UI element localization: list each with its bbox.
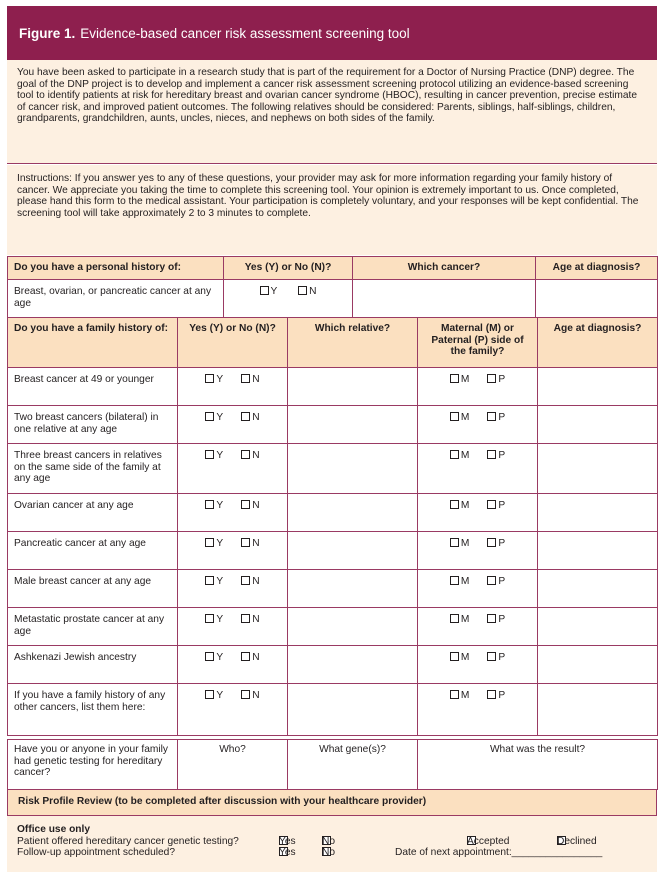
family-yes-no-cell [178, 684, 288, 736]
checkbox-icon [241, 614, 250, 623]
checkbox-icon [241, 652, 250, 661]
personal-which-cancer-field[interactable] [353, 280, 536, 318]
maternal-checkbox[interactable]: M [450, 652, 470, 664]
checkbox-icon [205, 614, 214, 623]
paternal-checkbox[interactable]: P [487, 374, 505, 386]
intro-panel [7, 60, 657, 164]
personal-question: Breast, ovarian, or pancreatic cancer at any age [8, 280, 224, 318]
paternal-checkbox[interactable]: P [487, 450, 505, 462]
family-side-cell [418, 368, 538, 406]
checkbox-icon [241, 412, 250, 421]
family-side-cell [418, 406, 538, 444]
checkbox-icon [260, 286, 269, 295]
family-side-cell [418, 608, 538, 646]
family-age-field[interactable] [538, 444, 658, 494]
figure-label: Figure 1. [19, 25, 76, 41]
family-no-checkbox[interactable]: N [241, 412, 259, 424]
instructions-panel [7, 165, 657, 255]
family-relative-field[interactable] [288, 406, 418, 444]
family-no-checkbox[interactable]: N [241, 374, 259, 386]
family-relative-field[interactable] [288, 570, 418, 608]
family-relative-field[interactable] [288, 608, 418, 646]
family-history-table [7, 317, 658, 736]
checkbox-icon [487, 690, 496, 699]
checkbox-icon [450, 614, 459, 623]
checkbox-icon [241, 538, 250, 547]
family-yes-checkbox[interactable]: Y [205, 576, 223, 588]
office-line-followup: Follow-up appointment scheduled? Yes No Date of next appointment:________________ [17, 847, 603, 858]
genetic-testing-row [8, 740, 658, 790]
genetic-who-field[interactable]: Who? [178, 740, 288, 790]
family-history-row [8, 444, 658, 494]
family-no-checkbox[interactable]: N [241, 576, 259, 588]
family-yes-no-cell [178, 406, 288, 444]
checkbox-icon [205, 412, 214, 421]
family-col-question: Do you have a family history of: [8, 318, 178, 368]
family-col-relative: Which relative? [288, 318, 418, 368]
family-age-field[interactable] [538, 684, 658, 736]
intro-text: You have been asked to participate in a research study that is part of the requirement for a Doctor of Nursing Practice (DNP) degree. The goal of the DNP project is to develop and implement a cancer risk assessment screening protocol utilizing an evidence-based screening tool to identify patients at risk for hereditary breast and ovarian cancer syndrome (HBOC), resulting in cancer prevention, precise estimate of cancer risk, and improved patient outcomes. The following relatives should be considered: Parents, siblings, half-siblings, children, grandparents, grandchildren, aunts, uncles, nieces, and nephews on both sides of the family. [17, 67, 638, 125]
family-side-cell [418, 684, 538, 736]
family-relative-field[interactable] [288, 444, 418, 494]
family-yes-no-cell [178, 646, 288, 684]
checkbox-icon [487, 500, 496, 509]
family-yes-checkbox[interactable]: Y [205, 374, 223, 386]
family-side-cell [418, 444, 538, 494]
family-relative-field[interactable] [288, 494, 418, 532]
family-yes-no-cell [178, 532, 288, 570]
family-history-row [8, 368, 658, 406]
checkbox-icon [450, 450, 459, 459]
checkbox-icon [205, 538, 214, 547]
checkbox-icon [241, 690, 250, 699]
family-no-checkbox[interactable]: N [241, 652, 259, 664]
family-age-field[interactable] [538, 368, 658, 406]
checkbox-icon [450, 500, 459, 509]
family-age-field[interactable] [538, 646, 658, 684]
personal-no-checkbox[interactable]: N [298, 286, 316, 298]
family-question: Breast cancer at 49 or younger [8, 368, 178, 406]
maternal-checkbox[interactable]: M [450, 614, 470, 626]
family-question: Three breast cancers in relatives on the same side of the family at any age [8, 444, 178, 494]
family-history-row [8, 684, 658, 736]
family-question: Pancreatic cancer at any age [8, 532, 178, 570]
family-question: Male breast cancer at any age [8, 570, 178, 608]
checkbox-icon [450, 690, 459, 699]
maternal-checkbox[interactable]: M [450, 690, 470, 702]
family-yes-no-cell [178, 570, 288, 608]
family-side-cell [418, 646, 538, 684]
checkbox-icon [205, 652, 214, 661]
personal-yes-no-cell [224, 280, 353, 318]
risk-profile-review-heading: Risk Profile Review (to be completed after discussion with your healthcare provider) [7, 789, 657, 816]
family-side-cell [418, 570, 538, 608]
family-age-field[interactable] [538, 406, 658, 444]
personal-col-which-cancer: Which cancer? [353, 257, 536, 280]
family-age-field[interactable] [538, 570, 658, 608]
family-question: Ashkenazi Jewish ancestry [8, 646, 178, 684]
checkbox-icon [205, 690, 214, 699]
family-col-yes-no: Yes (Y) or No (N)? [178, 318, 288, 368]
family-side-cell [418, 532, 538, 570]
maternal-checkbox[interactable]: M [450, 374, 470, 386]
personal-yes-checkbox[interactable]: Y [260, 286, 278, 298]
family-yes-no-cell [178, 494, 288, 532]
genetic-testing-table [7, 739, 658, 790]
maternal-checkbox[interactable]: M [450, 412, 470, 424]
checkbox-icon [205, 450, 214, 459]
family-history-row [8, 570, 658, 608]
family-col-age: Age at diagnosis? [538, 318, 658, 368]
personal-col-age: Age at diagnosis? [536, 257, 658, 280]
personal-history-table [7, 256, 658, 318]
family-yes-checkbox[interactable]: Y [205, 538, 223, 550]
genetic-genes-field[interactable]: What gene(s)? [288, 740, 418, 790]
personal-history-row [8, 280, 658, 318]
office-testing-question: Patient offered hereditary cancer genetic testing? [17, 835, 239, 847]
office-followup-question: Follow-up appointment scheduled? [17, 847, 176, 858]
checkbox-icon [487, 450, 496, 459]
checkbox-icon [487, 374, 496, 383]
office-use-section [7, 816, 657, 872]
paternal-checkbox[interactable]: P [487, 690, 505, 702]
family-relative-field[interactable] [288, 368, 418, 406]
family-history-row [8, 608, 658, 646]
family-yes-no-cell [178, 444, 288, 494]
checkbox-icon [205, 576, 214, 585]
paternal-checkbox[interactable]: P [487, 652, 505, 664]
family-age-field[interactable] [538, 494, 658, 532]
genetic-result-field[interactable]: What was the result? [418, 740, 658, 790]
family-age-field[interactable] [538, 532, 658, 570]
figure-title: Evidence-based cancer risk assessment screening tool [80, 25, 410, 41]
checkbox-icon [487, 576, 496, 585]
checkbox-icon [487, 614, 496, 623]
family-relative-field[interactable] [288, 646, 418, 684]
family-no-checkbox[interactable]: N [241, 450, 259, 462]
family-history-header [8, 318, 658, 368]
family-relative-field[interactable] [288, 532, 418, 570]
paternal-checkbox[interactable]: P [487, 538, 505, 550]
checkbox-icon [450, 576, 459, 585]
family-age-field[interactable] [538, 608, 658, 646]
family-question: Metastatic prostate cancer at any age [8, 608, 178, 646]
family-question: Ovarian cancer at any age [8, 494, 178, 532]
maternal-checkbox[interactable]: M [450, 538, 470, 550]
family-relative-field[interactable] [288, 684, 418, 736]
paternal-checkbox[interactable]: P [487, 614, 505, 626]
personal-age-field[interactable] [536, 280, 658, 318]
maternal-checkbox[interactable]: M [450, 450, 470, 462]
family-question: If you have a family history of any other cancers, list them here: [8, 684, 178, 736]
checkbox-icon [450, 374, 459, 383]
family-yes-checkbox[interactable]: Y [205, 690, 223, 702]
instructions-text: Instructions: If you answer yes to any of these questions, your provider may ask for more information regarding your family history of cancer. We appreciate you taking the time to complete this screening tool. Your opinion is extremely important to us. Once completed, please hand this form to the medical assistant. Your participation is completely voluntary, and your responses will be kept confidential. The screening tool will take approximately 2 to 3 minutes to complete. [17, 173, 639, 219]
checkbox-icon [487, 412, 496, 421]
family-col-side: Maternal (M) or Paternal (P) side of the family? [418, 318, 538, 368]
paternal-checkbox[interactable]: P [487, 500, 505, 512]
family-history-row [8, 406, 658, 444]
office-line-testing: Patient offered hereditary cancer genetic testing? Yes No Accepted Declined [17, 835, 597, 847]
personal-col-question: Do you have a personal history of: [8, 257, 224, 280]
family-history-row [8, 532, 658, 570]
family-yes-checkbox[interactable]: Y [205, 412, 223, 424]
checkbox-icon [298, 286, 307, 295]
family-history-row [8, 646, 658, 684]
genetic-testing-question: Have you or anyone in your family had genetic testing for hereditary cancer? [8, 740, 178, 790]
family-no-checkbox[interactable]: N [241, 690, 259, 702]
family-history-row [8, 494, 658, 532]
checkbox-icon [241, 500, 250, 509]
checkbox-icon [205, 500, 214, 509]
checkbox-icon [487, 652, 496, 661]
family-yes-checkbox[interactable]: Y [205, 500, 223, 512]
checkbox-icon [487, 538, 496, 547]
family-no-checkbox[interactable]: N [241, 538, 259, 550]
checkbox-icon [241, 450, 250, 459]
checkbox-icon [450, 538, 459, 547]
personal-history-header [8, 257, 658, 280]
checkbox-icon [241, 576, 250, 585]
paternal-checkbox[interactable]: P [487, 412, 505, 424]
checkbox-icon [205, 374, 214, 383]
family-yes-checkbox[interactable]: Y [205, 450, 223, 462]
family-yes-no-cell [178, 608, 288, 646]
family-yes-checkbox[interactable]: Y [205, 652, 223, 664]
maternal-checkbox[interactable]: M [450, 500, 470, 512]
family-question: Two breast cancers (bilateral) in one relative at any age [8, 406, 178, 444]
checkbox-icon [450, 652, 459, 661]
figure-title-bar [7, 6, 657, 60]
family-no-checkbox[interactable]: N [241, 614, 259, 626]
office-use-title: Office use only [17, 824, 91, 835]
family-no-checkbox[interactable]: N [241, 500, 259, 512]
next-appointment-field[interactable]: Date of next appointment:________________ [395, 847, 603, 858]
family-yes-no-cell [178, 368, 288, 406]
checkbox-icon [241, 374, 250, 383]
checkbox-icon [450, 412, 459, 421]
family-side-cell [418, 494, 538, 532]
personal-col-yes-no: Yes (Y) or No (N)? [224, 257, 353, 280]
family-yes-checkbox[interactable]: Y [205, 614, 223, 626]
maternal-checkbox[interactable]: M [450, 576, 470, 588]
paternal-checkbox[interactable]: P [487, 576, 505, 588]
